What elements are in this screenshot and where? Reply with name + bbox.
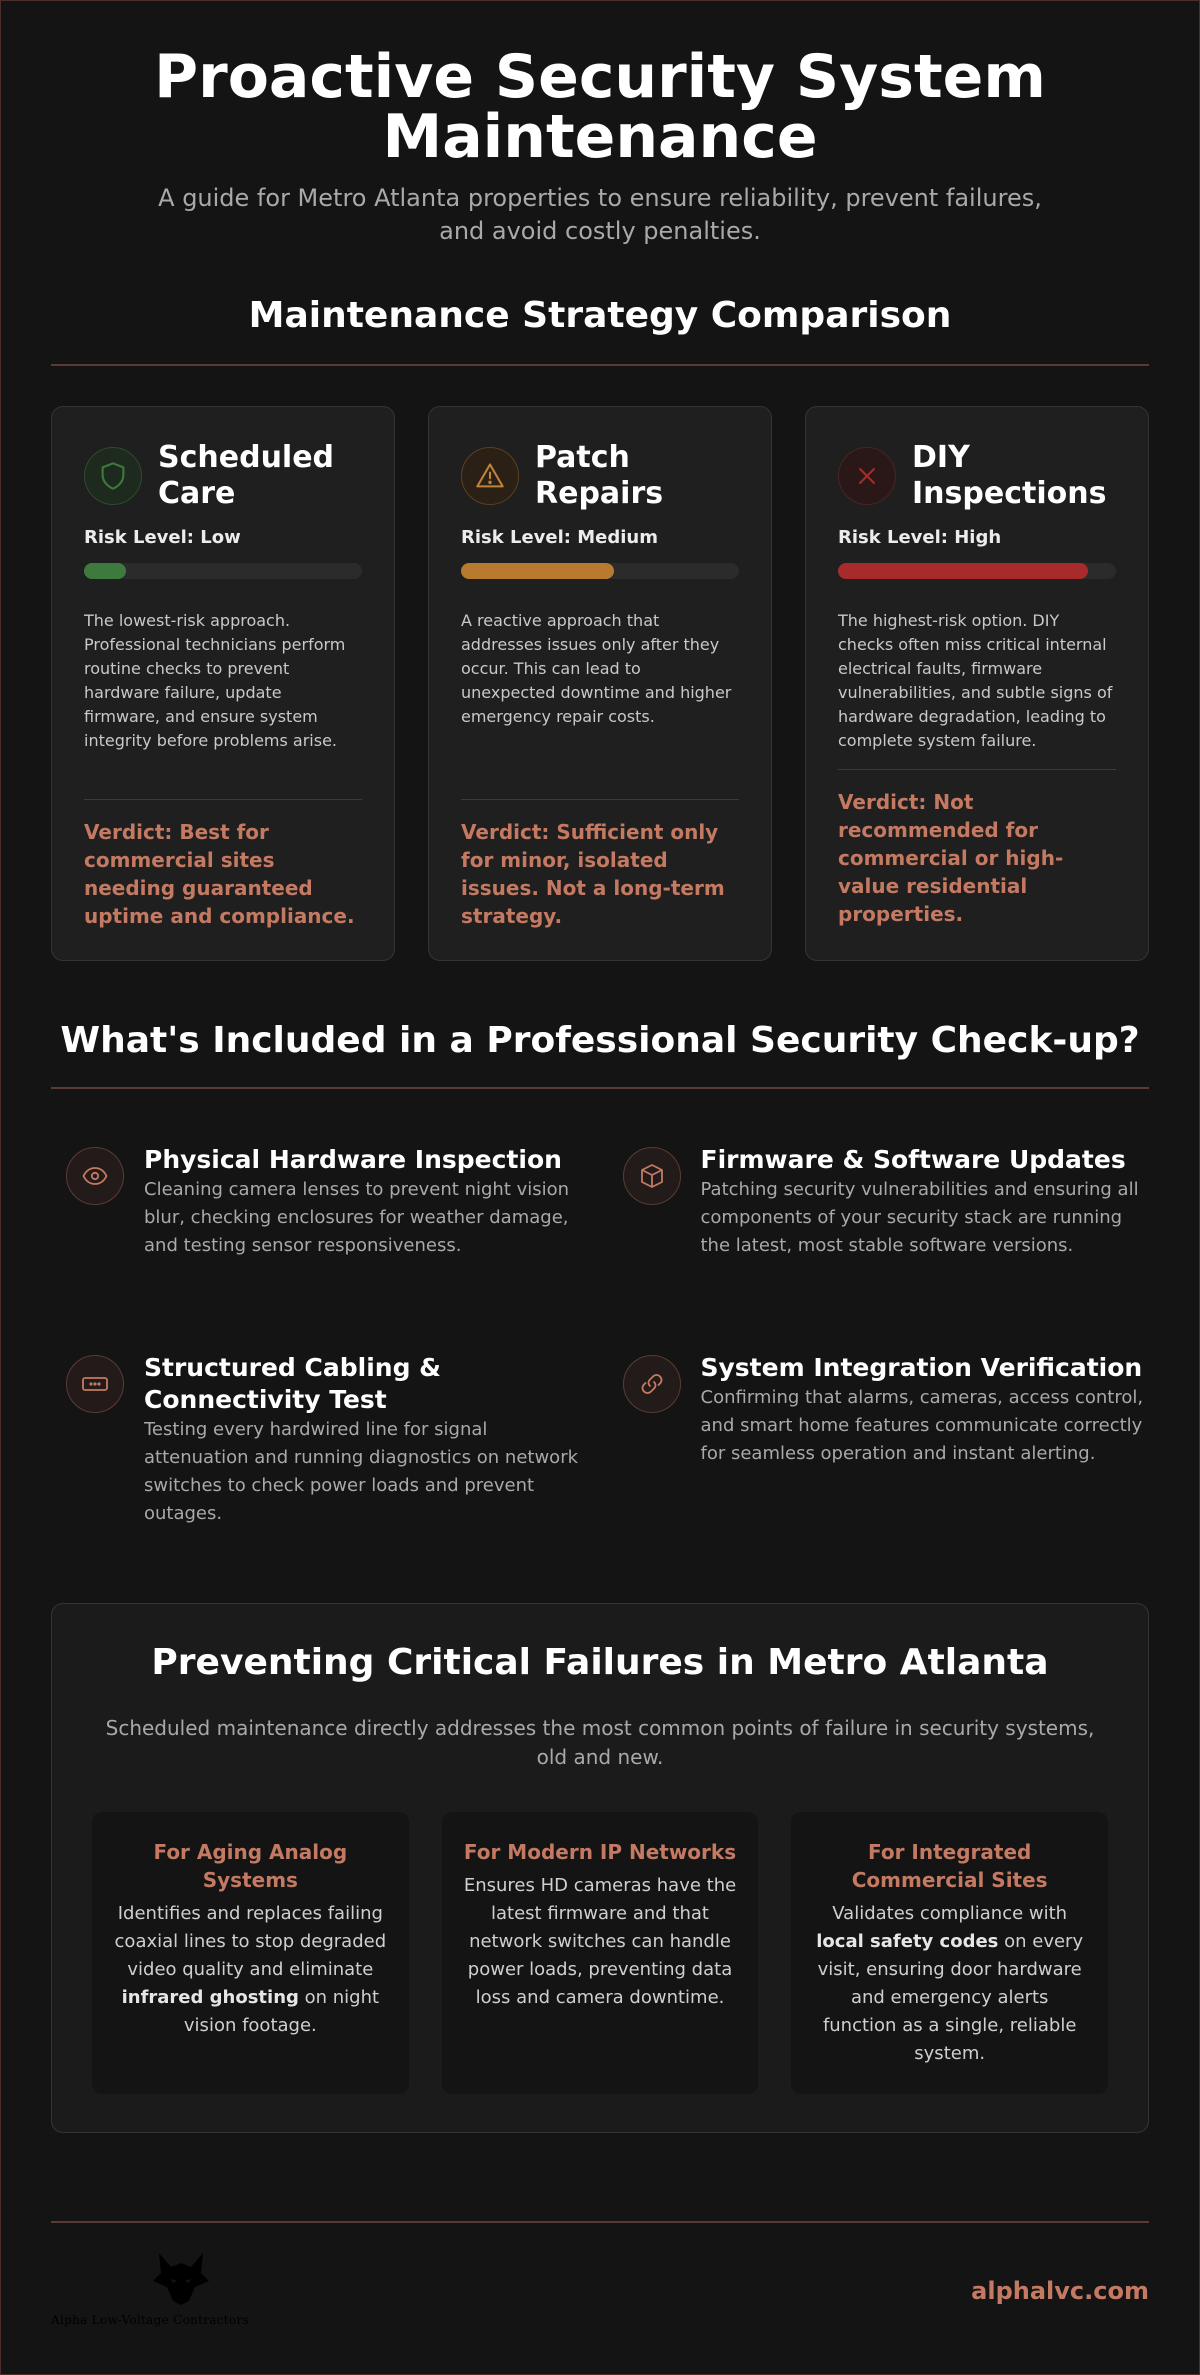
page-subtitle: A guide for Metro Atlanta properties to ensure reliability, prevent failures, and avoid costly penalties.	[158, 184, 1042, 245]
section-divider	[51, 1087, 1149, 1089]
risk-level-label: Risk Level: High	[838, 527, 1002, 548]
strategy-card-diy-inspections	[805, 406, 1149, 961]
failure-card-commercial	[791, 1812, 1108, 2094]
card-header	[84, 439, 362, 513]
strategy-section-title: Maintenance Strategy Comparison	[248, 295, 952, 336]
failure-card-title: For Modern IP Networks	[463, 1840, 737, 1864]
close-icon	[838, 447, 896, 505]
highlight-text: infrared ghosting	[121, 1987, 299, 2008]
included-section-title: What's Included in a Professional Security Check-up?	[60, 1020, 1140, 1061]
feature-title: Firmware & Software Updates	[700, 1145, 1126, 1174]
feature-body	[701, 1147, 1150, 1355]
section-divider	[51, 364, 1149, 366]
card-verdict: Verdict: Best for commercial sites needing guaranteed uptime and compliance.	[84, 820, 355, 928]
link-icon	[623, 1355, 681, 1413]
feature-body	[144, 1355, 593, 1563]
feature-description: Patching security vulnerabilities and ensuring all components of your security stack are running the latest, most stable software versions.	[700, 1179, 1139, 1256]
failure-card-text: Ensures HD cameras have the latest firmware and that network switches can handle power loads, preventing data loss and camera downtime.	[463, 1875, 737, 2008]
box-icon	[623, 1147, 681, 1205]
feature-description: Confirming that alarms, cameras, access control, and smart home features communicate correctly for seamless operation and instant alerting.	[700, 1387, 1144, 1464]
card-header	[461, 439, 739, 513]
card-description: The lowest-risk approach. Professional technicians perform routine checks to prevent hardware failure, update firmware, and ensure system integrity before problems arise.	[84, 611, 346, 750]
risk-level-label: Risk Level: Medium	[461, 527, 658, 548]
ethernet-icon	[66, 1355, 124, 1413]
failure-card-analog	[92, 1812, 409, 2094]
highlight-text: local safety codes	[816, 1931, 999, 1952]
feature-item	[623, 1147, 1150, 1355]
failure-card-text: Identifies and replaces failing coaxial lines to stop degraded video quality and eliminate infrared ghosting on night vision footage.	[114, 1903, 387, 2036]
failures-title: Preventing Critical Failures in Metro Atlanta	[151, 1642, 1049, 1683]
feature-item	[623, 1355, 1150, 1563]
card-verdict: Verdict: Not recommended for commercial or high-value residential properties.	[838, 790, 1064, 926]
card-title: DIY Inspections	[912, 440, 1107, 511]
failures-panel	[51, 1603, 1149, 2133]
feature-body	[701, 1355, 1150, 1563]
header	[1, 1, 1199, 248]
logo-text: Alpha Low-Voltage Contractors	[51, 2313, 249, 2327]
strategy-card-patch-repairs	[428, 406, 772, 961]
website-link[interactable]: alphalvc.com	[971, 2277, 1149, 2305]
risk-meter	[84, 563, 362, 579]
strategy-cards	[51, 406, 1149, 961]
page-title: Proactive Security System Maintenance	[154, 42, 1046, 172]
card-header	[838, 439, 1116, 513]
company-logo[interactable]	[51, 2251, 311, 2331]
failure-card-title: For Aging Analog Systems	[153, 1840, 348, 1892]
feature-description: Testing every hardwired line for signal attenuation and running diagnostics on network switches to check power loads and prevent outages.	[144, 1419, 579, 1524]
eye-icon	[66, 1147, 124, 1205]
warning-icon	[461, 447, 519, 505]
card-divider	[461, 799, 739, 800]
risk-meter	[461, 563, 739, 579]
failures-intro: Scheduled maintenance directly addresses the most common points of failure in security systems, old and new.	[105, 1716, 1095, 1769]
included-features	[66, 1147, 1149, 1563]
risk-meter-fill	[461, 563, 614, 579]
strategy-card-scheduled-care	[51, 406, 395, 961]
card-verdict: Verdict: Sufficient only for minor, isolated issues. Not a long-term strategy.	[461, 820, 725, 928]
feature-item	[66, 1355, 593, 1563]
footer-divider	[51, 2221, 1149, 2223]
card-divider	[838, 769, 1116, 770]
card-description: The highest-risk option. DIY checks often miss critical internal electrical faults, firmware vulnerabilities, and subtle signs of hardware degradation, leading to complete system failure.	[838, 611, 1113, 750]
failure-card-title: For Integrated Commercial Sites	[851, 1840, 1048, 1892]
feature-title: Structured Cabling & Connectivity Test	[144, 1353, 441, 1414]
risk-meter-fill	[838, 563, 1088, 579]
footer	[51, 2251, 1149, 2331]
shield-icon	[84, 447, 142, 505]
feature-title: Physical Hardware Inspection	[144, 1145, 562, 1174]
failure-cards	[92, 1812, 1108, 2094]
risk-level-label: Risk Level: Low	[84, 527, 241, 548]
feature-body	[144, 1147, 593, 1355]
wolf-logo-icon	[151, 2251, 211, 2307]
failure-card-text: Validates compliance with local safety codes on every visit, ensuring door hardware and emergency alerts function as a single, reliable system.	[816, 1903, 1084, 2064]
card-description: A reactive approach that addresses issues only after they occur. This can lead to unexpected downtime and higher emergency repair costs.	[461, 611, 732, 726]
feature-item	[66, 1147, 593, 1355]
feature-description: Cleaning camera lenses to prevent night vision blur, checking enclosures for weather damage, and testing sensor responsiveness.	[144, 1179, 570, 1256]
card-divider	[84, 799, 362, 800]
risk-meter	[838, 563, 1116, 579]
failure-card-ip-networks	[442, 1812, 759, 2094]
card-title: Scheduled Care	[158, 440, 335, 511]
feature-title: System Integration Verification	[700, 1353, 1143, 1382]
risk-meter-fill	[84, 563, 126, 579]
card-title: Patch Repairs	[535, 440, 664, 511]
